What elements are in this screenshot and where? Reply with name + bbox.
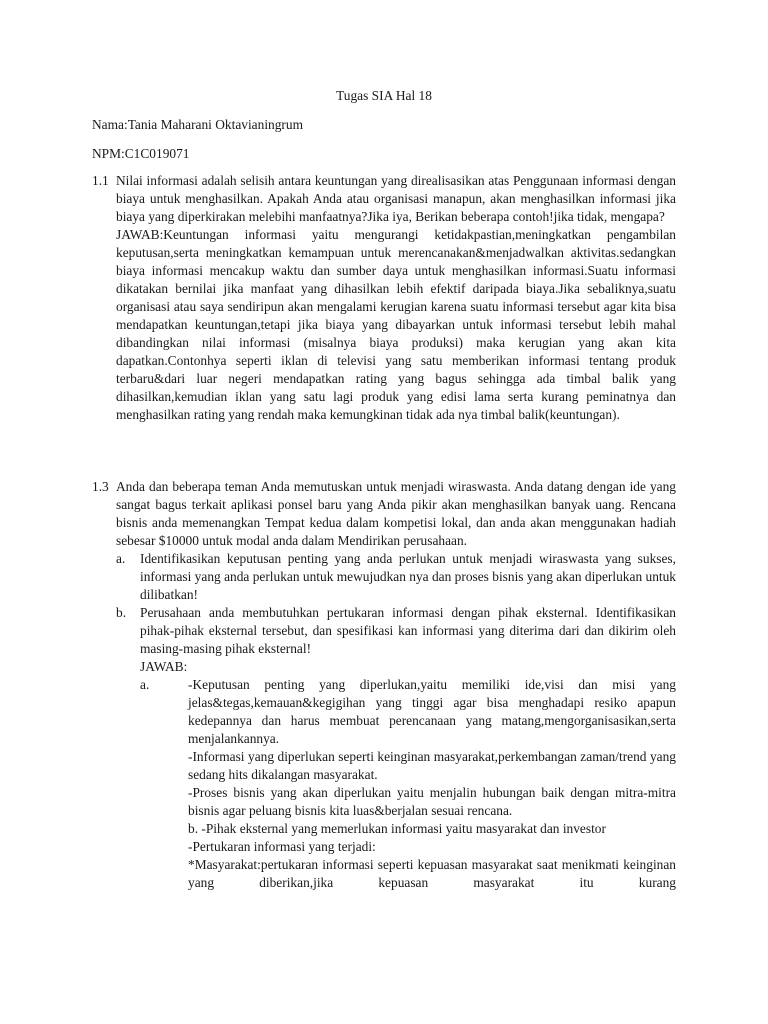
- answer-paragraph: -Informasi yang diperlukan seperti keinginan masyarakat,perkembangan zaman/trend yang sedang hits dikalangan masyarakat.: [188, 749, 676, 782]
- question-text: Anda dan beberapa teman Anda memutuskan untuk menjadi wiraswasta. Anda datang dengan ide yang sangat bagus terkait aplikasi ponsel baru yang Anda pikir akan menghasilkan banyak uang. Rencana bisnis anda memenangkan Tempat kedua dalam kompetisi lokal, dan anda akan menggunakan hadiah sebesar $10000 untuk modal anda dalam Mendirikan perusahaan.: [116, 479, 676, 548]
- sub-question-a: [116, 550, 676, 604]
- question-number: 1.1: [92, 173, 109, 188]
- question-text: Nilai informasi adalah selisih antara keuntungan yang direalisasikan atas Penggunaan informasi dengan biaya untuk menghasilkan. Apakah Anda atau organisasi manapun, akan menghasilkan informasi jika biaya yang diperkirakan melebihi manfaatnya?Jika iya, Berikan beberapa contoh!jika tidak, mengapa?: [116, 173, 676, 224]
- question-number: 1.3: [92, 479, 109, 494]
- answer-paragraph: *Masyarakat:pertukaran informasi seperti kepuasan masyarakat saat menikmati keinginan yang diberikan,jika kepuasan masyarakat itu kurang: [188, 857, 676, 890]
- student-name: Nama:Tania Maharani Oktavianingrum: [92, 117, 304, 132]
- question-1-1: [92, 172, 676, 424]
- sub-question-text: Identifikasikan keputusan penting yang anda perlukan untuk menjadi wiraswasta yang sukses, informasi yang anda perlukan untuk mewujudkan nya dan proses bisnis yang akan diperlukan untuk dilibatkan!: [140, 551, 676, 602]
- answer-paragraph: b. -Pihak eksternal yang memerlukan informasi yaitu masyarakat dan investor: [188, 821, 606, 836]
- answer-paragraph: -Proses bisnis yang akan diperlukan yaitu menjalin hubungan baik dengan mitra-mitra bisnis agar peluang bisnis kita luas&berjalan sesuai rencana.: [188, 785, 676, 818]
- answer-paragraph: -Keputusan penting yang diperlukan,yaitu memiliki ide,visi dan misi yang jelas&tegas,kemauan&kegigihan yang tinggi agar bisa menghadapi resiko apapun kedepannya dan harus membuat perencanaan yang matang,mengorganisasikan,serta menjalankannya.: [188, 677, 676, 746]
- student-npm: NPM:C1C019071: [92, 146, 190, 161]
- question-1-3: [92, 478, 676, 892]
- answer-paragraph: -Pertukaran informasi yang terjadi:: [188, 839, 376, 854]
- answer-list-item: [140, 676, 676, 892]
- sub-question-label: a.: [116, 551, 126, 566]
- document-title: Tugas SIA Hal 18: [336, 88, 432, 103]
- answer-label: a.: [140, 677, 150, 692]
- sub-question-b: [116, 604, 676, 658]
- sub-question-text: Perusahaan anda membutuhkan pertukaran informasi dengan pihak eksternal. Identifikasikan pihak-pihak eksternal tersebut, dan spesifikasi kan informasi yang diterima dari dan dikirim oleh masing-masing pihak eksternal!: [140, 605, 676, 656]
- sub-question-label: b.: [116, 605, 127, 620]
- answer-heading: JAWAB:: [140, 659, 188, 674]
- answer-text: JAWAB:Keuntungan informasi yaitu mengurangi ketidakpastian,meningkatkan pengambilan keputusan,serta meningkatkan kemampuan untuk merencanakan&menjadwalkan aktivitas.sedangkan biaya informasi mencakup waktu dan sumber daya untuk menghasilkan informasi.Suatu informasi dikatakan bernilai jika manfaat yang dihasilkan lebih efektif daripada biaya.Jika sebaliknya,suatu organisasi atau saya sendiripun akan mengalami kerugian karena suatu informasi tersebut agar kita bisa mendapatkan keuntungan,tetapi jika biaya yang dibayarkan untuk informasi tersebut lebih mahal dibandingkan nilai informasi (misalnya biaya produksi) maka kerugian yang akan kita dapatkan.Contonhya seperti iklan di televisi yang satu memberikan informasi tentang produk terbaru&dari luar negeri mendapatkan rating yang bagus sehingga ada timbal balik yang dihasilkan,kemudian iklan yang satu lagi produk yang edisi lama serta kurang peminatnya dan menghasilkan rating yang rendah maka kemungkinan tidak ada nya timbal balik(keuntungan).: [116, 227, 676, 422]
